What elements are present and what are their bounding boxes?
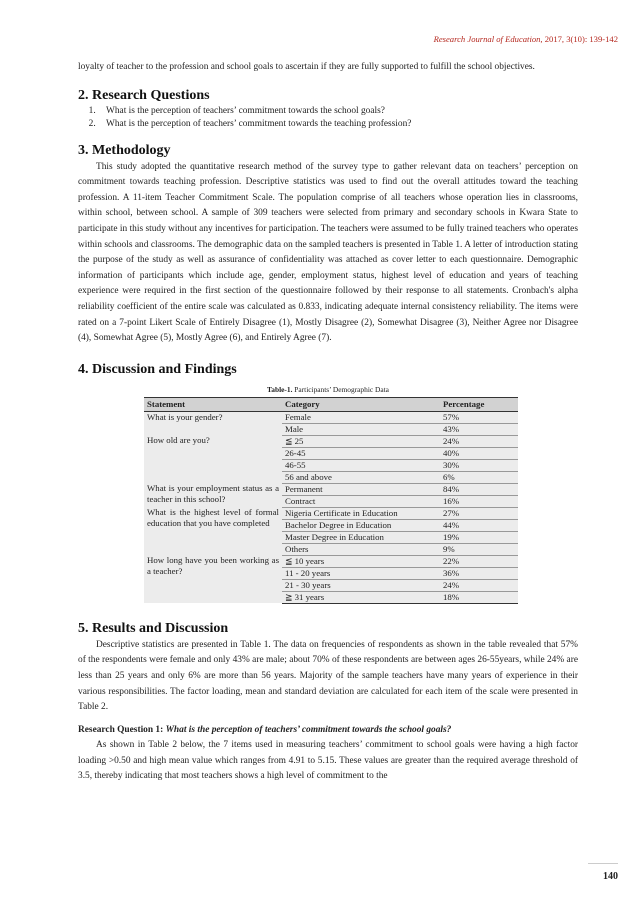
percentage-cell: 19% bbox=[440, 531, 518, 543]
percentage-cell: 44% bbox=[440, 519, 518, 531]
research-question-item: 2. What is the perception of teachers’ commitment towards the teaching profession? bbox=[98, 118, 578, 131]
table-row bbox=[144, 507, 518, 519]
category-cell: ≦ 10 years bbox=[282, 555, 440, 567]
percentage-cell: 22% bbox=[440, 555, 518, 567]
rq1-paragraph: As shown in Table 2 below, the 7 items used in measuring teachers’ commitment to school goals were having a high factor loading >0.50 and high mean value which ranges from 4.91 to 5.15. These values are greater than the required average threshold of 3.5, thereby indicating that most teachers shows a high level of commitment to the bbox=[78, 740, 578, 782]
category-cell: Master Degree in Education bbox=[282, 531, 440, 543]
category-cell: Permanent bbox=[282, 483, 440, 495]
results-heading: 5. Results and Discussion bbox=[78, 620, 229, 636]
category-cell: Female bbox=[282, 411, 440, 423]
page-number-rule bbox=[588, 863, 618, 864]
table-header-row bbox=[144, 397, 518, 411]
statement-cell: What is your employment status as a teacher in this school? bbox=[144, 483, 282, 507]
research-question-item: 1. What is the perception of teachers’ commitment towards the school goals? bbox=[98, 105, 578, 118]
table-row bbox=[144, 555, 518, 567]
table-caption-text: Participants’ Demographic Data bbox=[292, 384, 389, 394]
header-percentage: Percentage bbox=[440, 397, 518, 411]
statement-cell: How long have you been working as a teacher? bbox=[144, 555, 282, 603]
category-cell: 11 - 20 years bbox=[282, 567, 440, 579]
methodology-paragraph: This study adopted the quantitative research method of the survey type to gather relevant data on teachers’ perception on commitment towards teaching profession. Descriptive statistics was used to find out the overall attitudes toward the teaching profession. A 11-item Teacher Commitment Scale. The population comprise of all teachers whose operation lies in classrooms, within school, between school. A sample of 309 teachers were selected from primary and secondary schools in Kwara State to participate in this study without any incentives for participation. The teachers were assumed to be fully trained teachers who operates within schools and classrooms. The demographic data on the sampled teachers is presented in Table 1. A letter of introduction stating the purpose of the study as well as assurance of confidentiality was attached as cover letter to each questionnaire. Demographic information of participants which include age, gender, employment status, highest level of education and years of teaching experience were required in the first section of the questionnaire followed by their response to all statements. Cronbach's alpha reliability coefficient of the entire scale was calculated as 0.833, indicating adequate internal consistency reliability. The items were rated on a 7-point Likert Scale of Entirely Disagree (1), Mostly Disagree (2), Somewhat Disagree (3), Neither Agree nor Disagree (4), Somewhat Agree (5), Mostly Agree (6), and Entirely Agree (7). bbox=[78, 161, 578, 344]
journal-citation: , 2017, 3(10): 139-142 bbox=[540, 34, 618, 44]
percentage-cell: 18% bbox=[440, 591, 518, 603]
statement-cell: How old are you? bbox=[144, 435, 282, 483]
research-questions-heading: 2. Research Questions bbox=[78, 87, 210, 103]
discussion-heading: 4. Discussion and Findings bbox=[78, 361, 237, 377]
percentage-cell: 9% bbox=[440, 543, 518, 555]
percentage-cell: 43% bbox=[440, 423, 518, 435]
rq1-question: What is the perception of teachers’ commitment towards the school goals? bbox=[165, 724, 452, 735]
category-cell: 56 and above bbox=[282, 471, 440, 483]
category-cell: 46-55 bbox=[282, 459, 440, 471]
intro-paragraph: loyalty of teacher to the profession and school goals to ascertain if they are fully supported to fulfill the school objectives. bbox=[78, 62, 535, 72]
percentage-cell: 27% bbox=[440, 507, 518, 519]
page-content bbox=[78, 60, 578, 785]
table-caption bbox=[78, 385, 578, 395]
table-row bbox=[144, 483, 518, 495]
table-row bbox=[144, 411, 518, 423]
table-body bbox=[144, 411, 518, 603]
research-question-1 bbox=[78, 723, 578, 739]
table-caption-label: Table-1. bbox=[267, 384, 293, 394]
percentage-cell: 16% bbox=[440, 495, 518, 507]
research-questions-list bbox=[78, 105, 578, 131]
category-cell: Contract bbox=[282, 495, 440, 507]
percentage-cell: 40% bbox=[440, 447, 518, 459]
percentage-cell: 36% bbox=[440, 567, 518, 579]
statement-cell: What is the highest level of formal education that you have completed bbox=[144, 507, 282, 555]
page-number: 140 bbox=[603, 871, 618, 882]
header-statement: Statement bbox=[144, 397, 282, 411]
category-cell: ≧ 31 years bbox=[282, 591, 440, 603]
percentage-cell: 84% bbox=[440, 483, 518, 495]
category-cell: ≦ 25 bbox=[282, 435, 440, 447]
category-cell: 21 - 30 years bbox=[282, 579, 440, 591]
demographic-table bbox=[144, 397, 518, 604]
running-header bbox=[434, 34, 618, 44]
category-cell: Others bbox=[282, 543, 440, 555]
percentage-cell: 24% bbox=[440, 435, 518, 447]
statement-cell: What is your gender? bbox=[144, 411, 282, 435]
results-paragraph: Descriptive statistics are presented in Table 1. The data on frequencies of respondents as shown in the table revealed that 57% of the respondents were female and only 43% are male; about 70% of these respondents are between ages 26-55years, while 24% are less than 25 years and only 6% are more than 56 years. Majority of the sample teachers have many years of experience in their various responsibilities. The factor loading, mean and standard deviation are calculated for each item of the scale were presented in Table 2. bbox=[78, 639, 578, 713]
category-cell: Bachelor Degree in Education bbox=[282, 519, 440, 531]
category-cell: Nigeria Certificate in Education bbox=[282, 507, 440, 519]
header-category: Category bbox=[282, 397, 440, 411]
percentage-cell: 30% bbox=[440, 459, 518, 471]
category-cell: 26-45 bbox=[282, 447, 440, 459]
journal-name: Research Journal of Education bbox=[433, 34, 541, 44]
percentage-cell: 57% bbox=[440, 411, 518, 423]
methodology-heading: 3. Methodology bbox=[78, 142, 171, 158]
table-row bbox=[144, 435, 518, 447]
category-cell: Male bbox=[282, 423, 440, 435]
percentage-cell: 24% bbox=[440, 579, 518, 591]
rq1-label: Research Question 1: bbox=[78, 724, 164, 735]
percentage-cell: 6% bbox=[440, 471, 518, 483]
